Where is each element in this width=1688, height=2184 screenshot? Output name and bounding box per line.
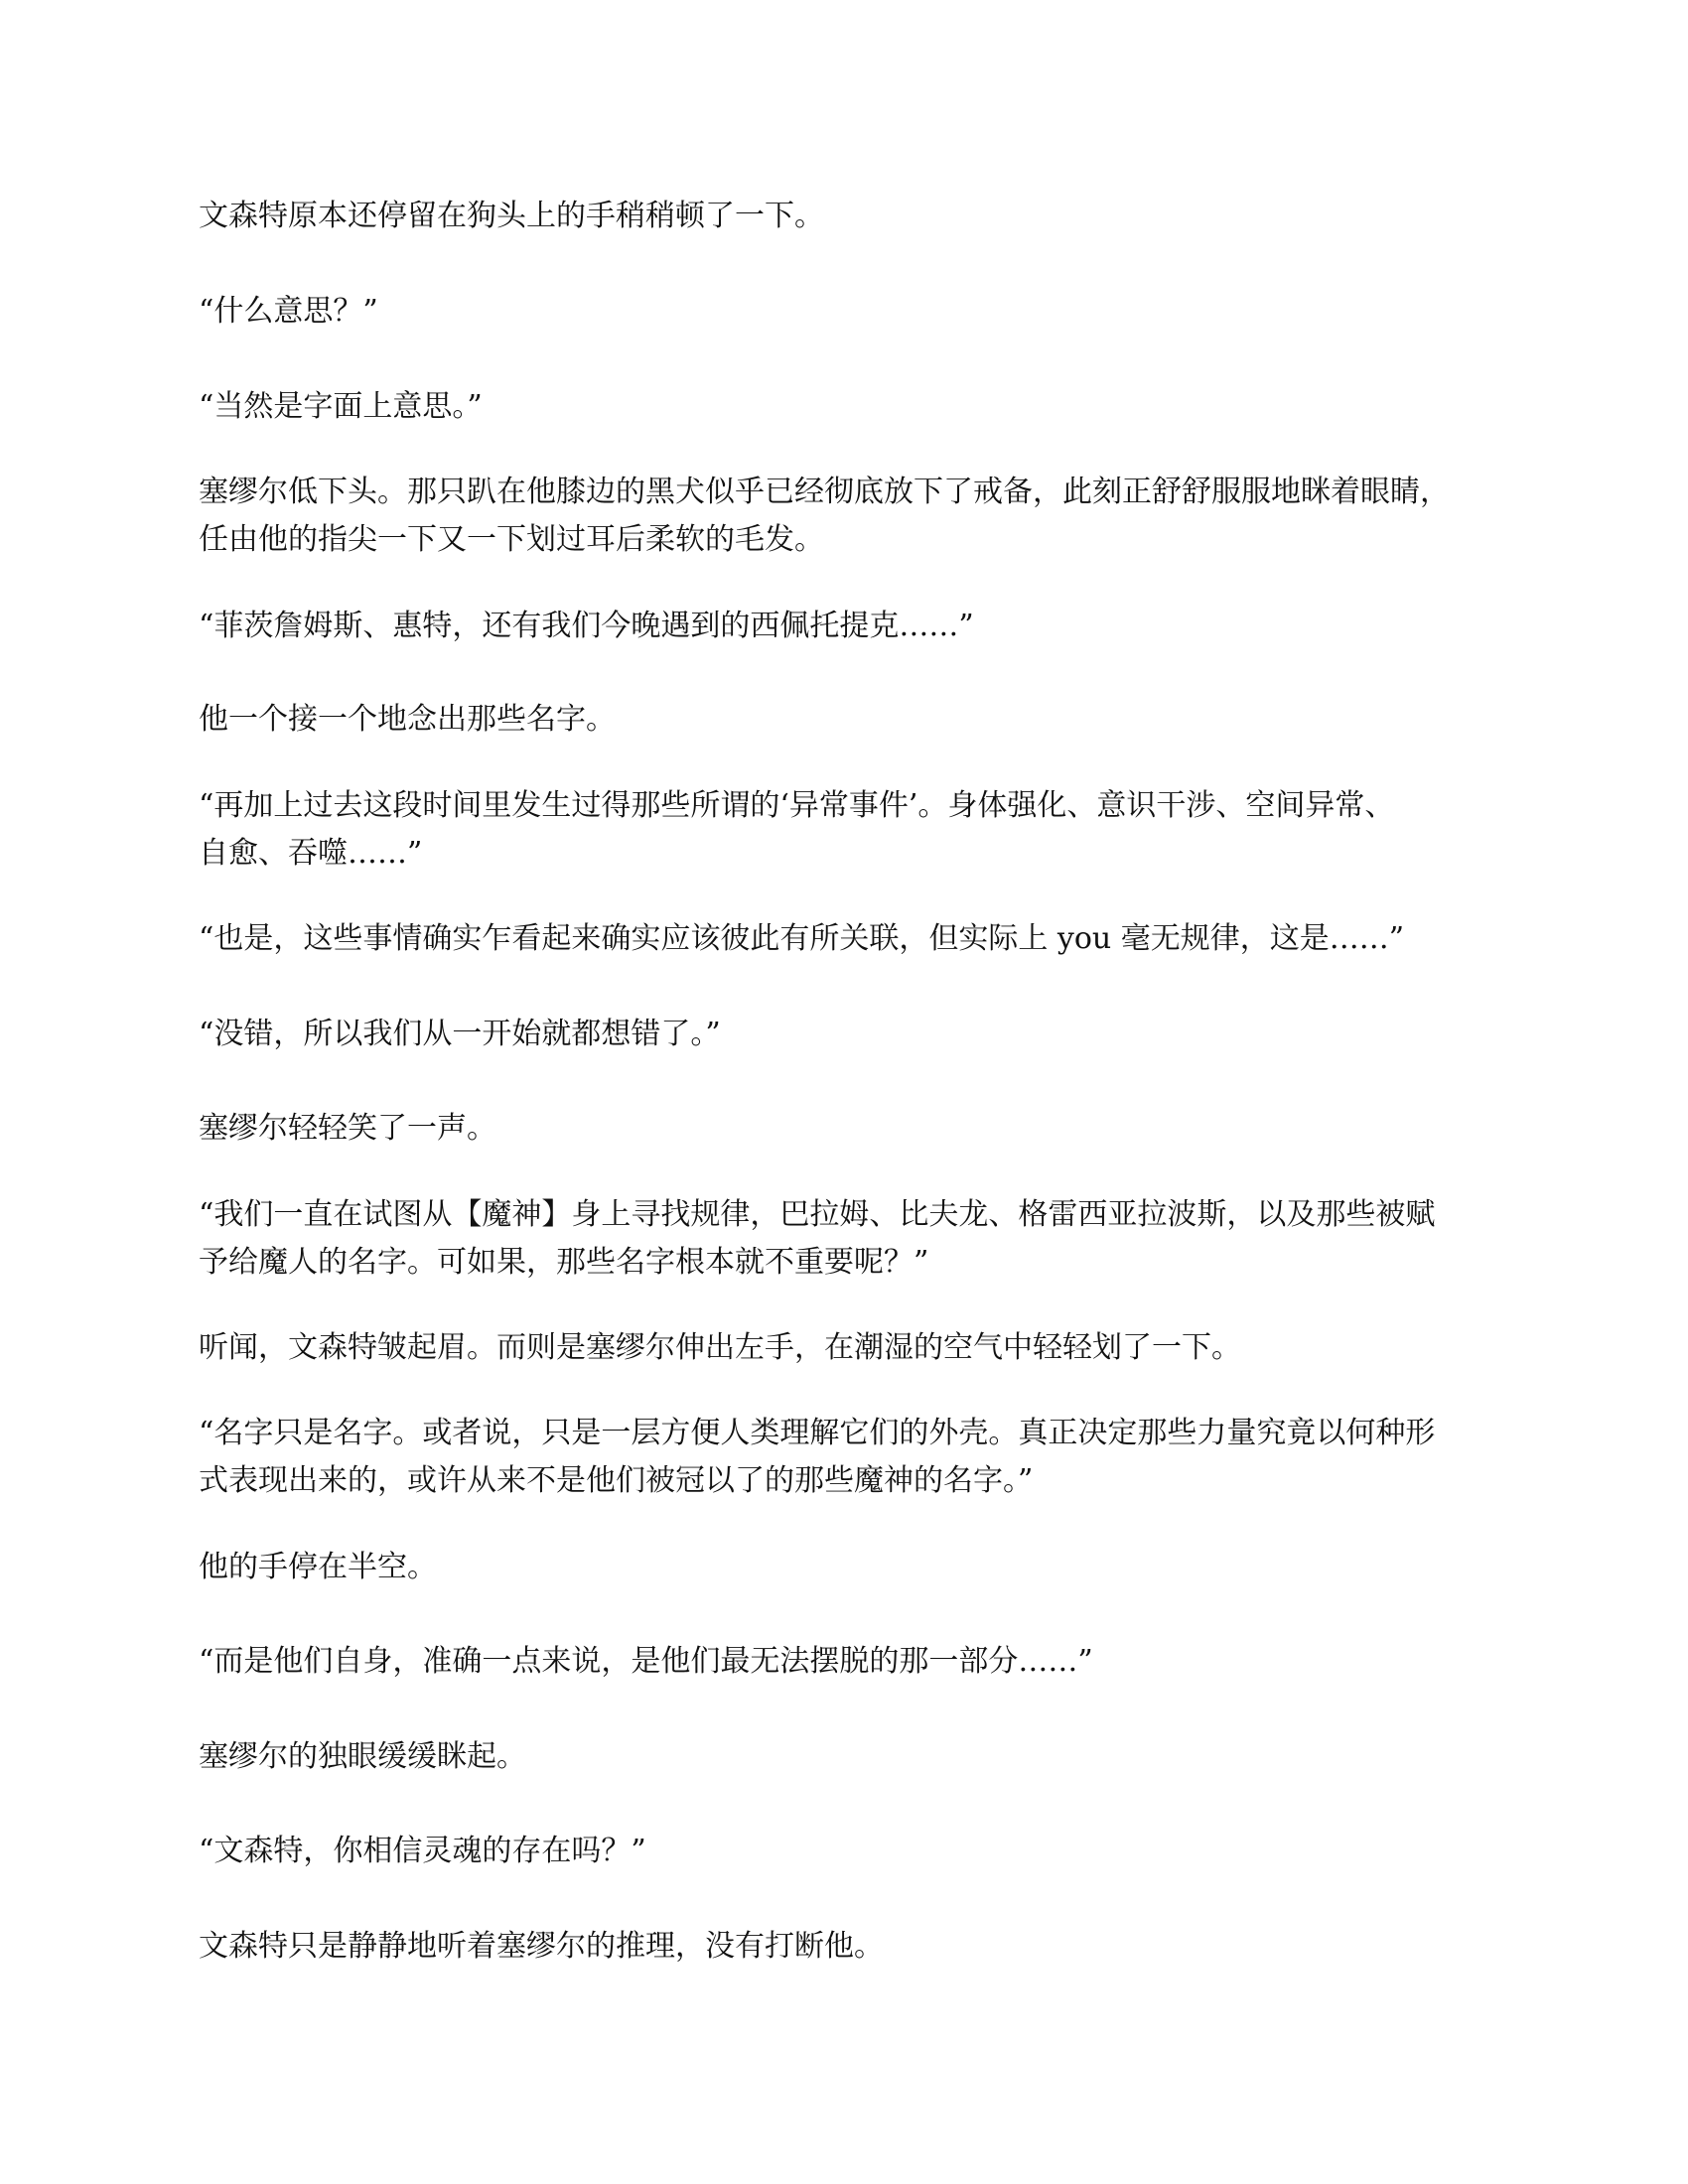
paragraph-8: “也是，这些事情确实乍看起来确实应该彼此有所关联，但实际上 you 毫无规律，这是……”	[199, 921, 1405, 956]
paragraph-9: “没错，所以我们从一开始就都想错了。”	[199, 1017, 721, 1051]
paragraph-13: “名字只是名字。或者说，只是一层方便人类理解它们的外壳。真正决定那些力量究竟以何种形 式表现出来的，或许从来不是他们被冠以了的那些魔神的名字。”	[199, 1416, 1436, 1498]
paragraph-15: “而是他们自身，准确一点来说，是他们最无法摆脱的那一部分……”	[199, 1644, 1093, 1679]
paragraph-16: 塞缪尔的独眼缓缓眯起。	[199, 1739, 526, 1774]
paragraph-11: “我们一直在试图从【魔神】身上寻找规律，巴拉姆、比夫龙、格雷西亚拉波斯，以及那些被赋 予给魔人的名字。可如果，那些名字根本就不重要呢？”	[199, 1197, 1436, 1280]
paragraph-5: “菲茨詹姆斯、惠特，还有我们今晚遇到的西佩托提克……”	[199, 609, 974, 643]
paragraph-2: “什么意思？”	[199, 294, 378, 329]
paragraph-7: “再加上过去这段时间里发生过得那些所谓的‘异常事件’。身体强化、意识干涉、空间异常、 自愈、吞噬……”	[199, 788, 1395, 871]
paragraph-1: 文森特原本还停留在狗头上的手稍稍顿了一下。	[199, 199, 824, 233]
paragraph-14: 他的手停在半空。	[199, 1550, 437, 1584]
paragraph-12: 听闻，文森特皱起眉。而则是塞缪尔伸出左手，在潮湿的空气中轻轻划了一下。	[199, 1330, 1241, 1365]
paragraph-17: “文森特，你相信灵魂的存在吗？”	[199, 1834, 646, 1868]
paragraph-18: 文森特只是静静地听着塞缪尔的推理，没有打断他。	[199, 1929, 884, 1964]
paragraph-6: 他一个接一个地念出那些名字。	[199, 702, 616, 737]
paragraph-4: 塞缪尔低下头。那只趴在他膝边的黑犬似乎已经彻底放下了戒备，此刻正舒舒服服地眯着眼睛， 任由他的指尖一下又一下划过耳后柔软的毛发。	[199, 475, 1450, 557]
paragraph-10: 塞缪尔轻轻笑了一声。	[199, 1111, 496, 1146]
paragraph-3: “当然是字面上意思。”	[199, 389, 483, 424]
